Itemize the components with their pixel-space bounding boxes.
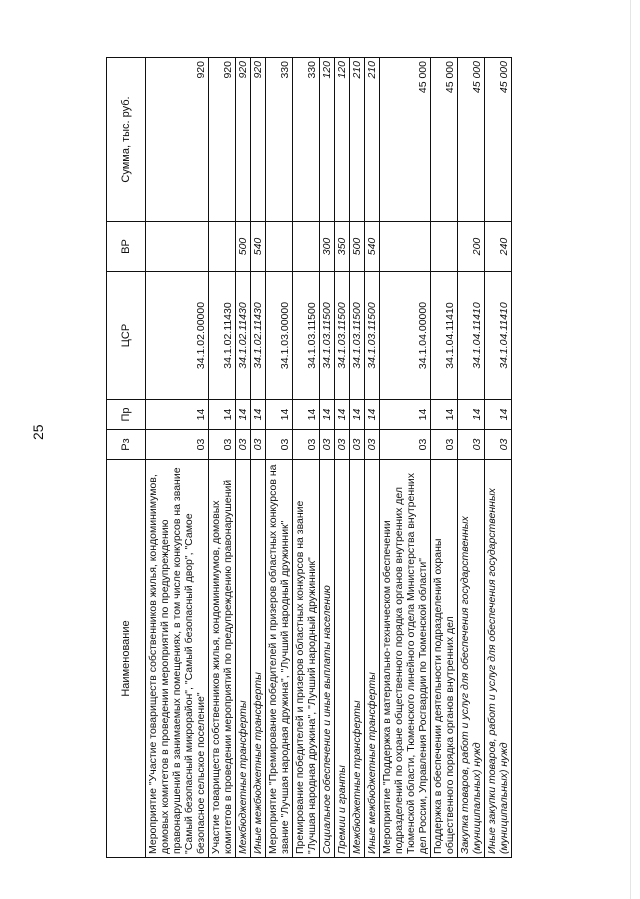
cell-pr: 14 [209, 400, 236, 430]
cell-sum: 920 [236, 58, 251, 222]
cell-name: Участие товариществ собственников жилья, кондоминимумов, домовых комитетов в проведении мероприятий по предупреждению правонарушений [209, 460, 236, 858]
cell-pr: 14 [236, 400, 251, 430]
cell-sum: 45 000 [485, 58, 512, 222]
cell-vr [266, 222, 293, 272]
cell-name: Премирование победителей и призеров областных конкурсов на звание "Лучшая народная дружина", "Лучший народный дружинник" [293, 460, 320, 858]
cell-name: Социальное обеспечение и иные выплаты населению [320, 460, 335, 858]
cell-pr: 14 [320, 400, 335, 430]
cell-name: Премии и гранты [335, 460, 350, 858]
budget-table [106, 57, 512, 858]
cell-name: Мероприятие "Поддержка в материально-техническом обеспечении подразделений по охране общественного порядка органов внутренних дел Тюменской области, Тюменского линейного отдела Министерства внутренних дел России, Управления Росгвардии по Тюменской области" [380, 460, 431, 858]
cell-sum: 210 [365, 58, 380, 222]
cell-rz: 03 [350, 430, 365, 460]
table-row [335, 58, 350, 858]
cell-pr: 14 [251, 400, 266, 430]
page-number: 25 [30, 424, 46, 440]
cell-sum: 45 000 [431, 58, 458, 222]
cell-name: Мероприятие "Участие товариществ собственников жилья, кондоминимумов, домовых комитетов в проведении мероприятий по предупреждению правонарушений в занимаемых помещениях, в том числе конкурсов на звание "Самый безопасный микрорайон", "Самый безопасный двор", "Самое безопасное сельское поселение" [146, 460, 209, 858]
cell-sum: 45 000 [380, 58, 431, 222]
cell-vr: 200 [458, 222, 485, 272]
cell-sum: 330 [293, 58, 320, 222]
table-row [320, 58, 335, 858]
cell-pr: 14 [293, 400, 320, 430]
cell-name: Закупка товаров, работ и услуг для обеспечения государственных (муниципальных) нужд [458, 460, 485, 858]
header-name: Наименование [107, 460, 146, 858]
cell-pr: 14 [365, 400, 380, 430]
cell-rz: 03 [365, 430, 380, 460]
header-rz: Рз [107, 430, 146, 460]
cell-rz: 03 [380, 430, 431, 460]
cell-name: Иные межбюджетные трансферты [251, 460, 266, 858]
cell-vr [380, 222, 431, 272]
table-row [365, 58, 380, 858]
cell-rz: 03 [146, 430, 209, 460]
table-header-row [107, 58, 146, 858]
table-row [350, 58, 365, 858]
cell-sum: 210 [350, 58, 365, 222]
cell-sum: 330 [266, 58, 293, 222]
cell-rz: 03 [335, 430, 350, 460]
cell-csr: 34.1.02.11430 [251, 272, 266, 400]
cell-name: Межбюджетные трансферты [236, 460, 251, 858]
cell-pr: 14 [380, 400, 431, 430]
cell-pr: 14 [350, 400, 365, 430]
header-vr: ВР [107, 222, 146, 272]
cell-vr [146, 222, 209, 272]
cell-csr: 34.1.04.00000 [380, 272, 431, 400]
cell-pr: 14 [146, 400, 209, 430]
cell-name: Иные межбюджетные трансферты [365, 460, 380, 858]
table-row [209, 58, 236, 858]
cell-sum: 920 [209, 58, 236, 222]
table-row [380, 58, 431, 858]
table-row [485, 58, 512, 858]
cell-csr: 34.1.03.11500 [293, 272, 320, 400]
cell-csr: 34.1.04.11410 [485, 272, 512, 400]
cell-sum: 920 [146, 58, 209, 222]
cell-rz: 03 [236, 430, 251, 460]
cell-vr [209, 222, 236, 272]
cell-sum: 45 000 [458, 58, 485, 222]
cell-csr: 34.1.03.11500 [350, 272, 365, 400]
cell-pr: 14 [431, 400, 458, 430]
cell-name: Мероприятие "Премирование победителей и призеров областных конкурсов на звание "Лучшая народная дружина", "Лучший народный дружинник" [266, 460, 293, 858]
table-row [236, 58, 251, 858]
header-pr: Пр [107, 400, 146, 430]
table-row [431, 58, 458, 858]
cell-name: Межбюджетные трансферты [350, 460, 365, 858]
cell-pr: 14 [458, 400, 485, 430]
header-sum: Сумма, тыс. руб. [107, 58, 146, 222]
cell-csr: 34.1.04.11410 [431, 272, 458, 400]
table-row [251, 58, 266, 858]
scan-edge [630, 0, 631, 899]
cell-csr: 34.1.02.11430 [236, 272, 251, 400]
cell-sum: 120 [335, 58, 350, 222]
table-row [458, 58, 485, 858]
cell-vr: 350 [335, 222, 350, 272]
cell-vr: 240 [485, 222, 512, 272]
cell-vr: 500 [350, 222, 365, 272]
rotated-page [106, 58, 512, 858]
cell-vr: 540 [251, 222, 266, 272]
cell-csr: 34.1.03.00000 [266, 272, 293, 400]
cell-vr: 540 [365, 222, 380, 272]
cell-vr [293, 222, 320, 272]
cell-vr [431, 222, 458, 272]
cell-csr: 34.1.03.11500 [365, 272, 380, 400]
cell-pr: 14 [485, 400, 512, 430]
cell-csr: 34.1.04.11410 [458, 272, 485, 400]
cell-name: Поддержка в обеспечении деятельности подразделений охраны общественного порядка органов внутренних дел [431, 460, 458, 858]
cell-sum: 920 [251, 58, 266, 222]
header-csr: ЦСР [107, 272, 146, 400]
cell-vr: 500 [236, 222, 251, 272]
table-body [146, 58, 512, 858]
cell-sum: 120 [320, 58, 335, 222]
cell-rz: 03 [293, 430, 320, 460]
cell-pr: 14 [335, 400, 350, 430]
cell-rz: 03 [251, 430, 266, 460]
cell-rz: 03 [458, 430, 485, 460]
cell-csr: 34.1.02.00000 [146, 272, 209, 400]
table-row [293, 58, 320, 858]
cell-csr: 34.1.03.11500 [320, 272, 335, 400]
cell-name: Иные закупки товаров, работ и услуг для обеспечения государственных (муниципальных) нужд [485, 460, 512, 858]
cell-rz: 03 [320, 430, 335, 460]
cell-rz: 03 [209, 430, 236, 460]
cell-rz: 03 [431, 430, 458, 460]
table-row [146, 58, 209, 858]
cell-pr: 14 [266, 400, 293, 430]
cell-csr: 34.1.02.11430 [209, 272, 236, 400]
table-row [266, 58, 293, 858]
cell-rz: 03 [266, 430, 293, 460]
cell-vr: 300 [320, 222, 335, 272]
cell-csr: 34.1.03.11500 [335, 272, 350, 400]
cell-rz: 03 [485, 430, 512, 460]
